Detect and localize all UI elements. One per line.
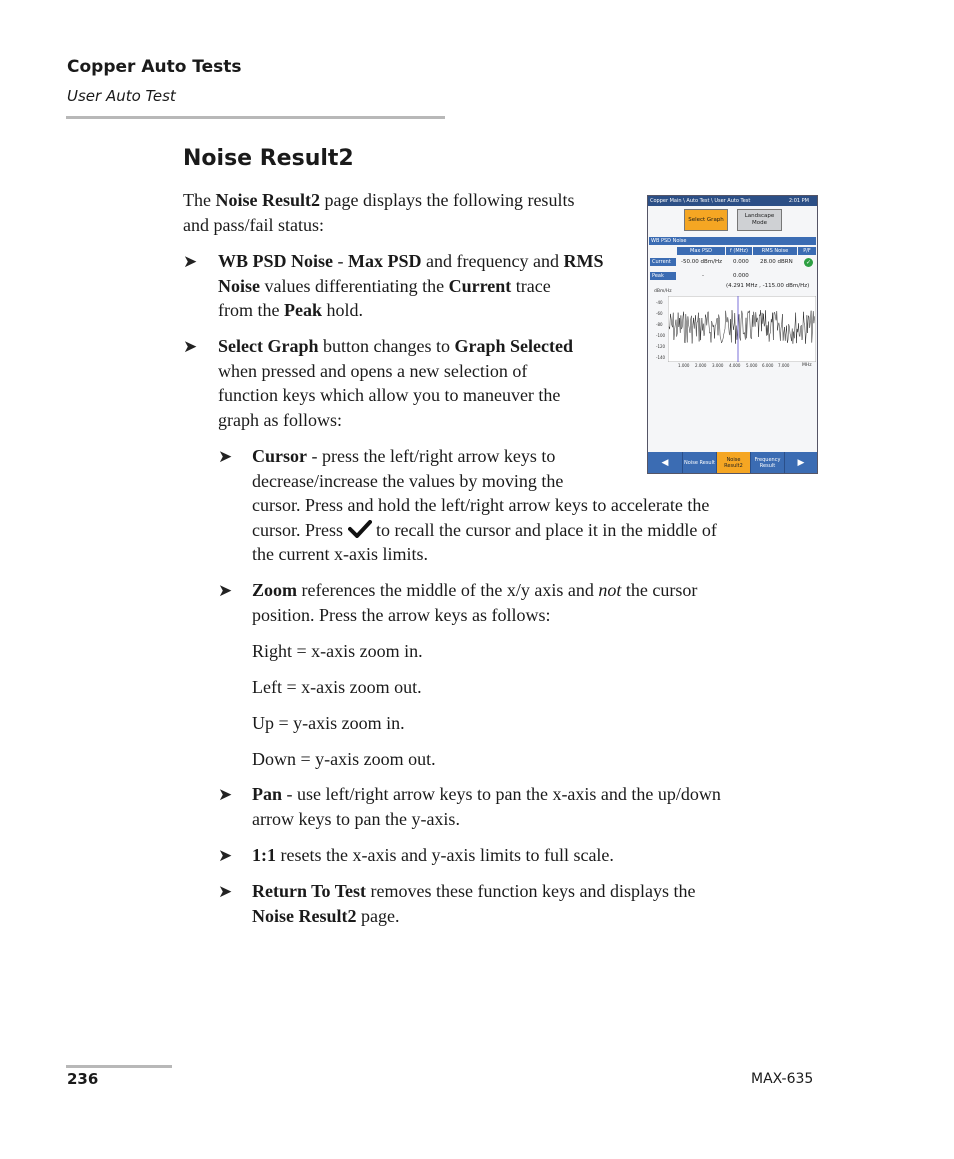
bullet-arrow-icon: ➤	[218, 581, 233, 600]
x-tick: 5.000	[746, 363, 758, 368]
y-tick: -40	[656, 300, 663, 305]
bullet-arrow-icon: ➤	[183, 337, 198, 356]
subbullet-cursor: Cursor - press the left/right arrow keys to decrease/increase the values by moving the cursor. Press and hold the left/right arrow keys to accelerate the cursor. Press to recall the cursor and place it in the middle of the current x-axis limits.	[252, 446, 717, 564]
col-pf: P/F	[798, 247, 816, 255]
x-tick: 7.000	[778, 363, 790, 368]
bullet-arrow-icon: ➤	[218, 785, 233, 804]
col-freq: f (MHz)	[726, 247, 752, 255]
x-tick: 3.000	[712, 363, 724, 368]
bullet-arrow-icon: ➤	[183, 252, 198, 271]
row-label-current: Current	[650, 258, 676, 266]
wb-psd-noise-header: WB PSD Noise	[649, 237, 816, 245]
chapter-title: Copper Auto Tests	[67, 57, 242, 77]
bullet-arrow-icon: ➤	[218, 447, 233, 466]
page-number: 236	[67, 1070, 99, 1088]
peak-max-psd: -	[702, 273, 704, 279]
col-max-psd: Max PSD	[677, 247, 725, 255]
y-axis-unit: dBm/Hz	[654, 289, 672, 294]
device-screenshot	[647, 195, 818, 474]
current-rms: 28.00 dBRN	[760, 259, 793, 265]
noise-result2-key[interactable]: Noise Result2	[716, 452, 750, 473]
row-label-peak: Peak	[650, 272, 676, 280]
left-arrow-icon[interactable]: ◀	[661, 457, 669, 468]
y-tick: -60	[656, 311, 663, 316]
footer-divider	[66, 1065, 172, 1068]
zoom-up: Up = y-axis zoom in.	[252, 713, 405, 733]
bullet-select-graph: Select Graph button changes to Graph Selected when pressed and opens a new selection of function keys which allow you to maneuver the graph as follows:	[218, 336, 573, 430]
product-model: MAX-635	[751, 1071, 814, 1087]
header-divider	[66, 116, 445, 119]
bullet-arrow-icon: ➤	[218, 846, 233, 865]
device-clock: 2:01 PM	[788, 198, 809, 204]
x-axis-unit: MHz	[802, 363, 812, 368]
noise-result-key[interactable]: Noise Result	[682, 452, 716, 473]
x-tick: 4.000	[729, 363, 741, 368]
x-tick: 6.000	[762, 363, 774, 368]
subbullet-1-1: 1:1 resets the x-axis and y-axis limits to full scale.	[252, 845, 614, 865]
y-tick: -120	[656, 344, 666, 349]
landscape-mode-button[interactable]: Landscape Mode	[737, 209, 782, 231]
x-tick: 2.000	[695, 363, 707, 368]
bullet-wb-psd-noise: WB PSD Noise - Max PSD and frequency and RMS Noise values differentiating the Current trace from the Peak hold.	[218, 251, 604, 320]
intro-paragraph: The Noise Result2 page displays the following results and pass/fail status:	[183, 190, 575, 235]
zoom-down: Down = y-axis zoom out.	[252, 749, 436, 769]
right-arrow-icon[interactable]: ▶	[784, 452, 817, 473]
checkmark-icon	[348, 520, 372, 538]
current-freq: 0.000	[733, 259, 749, 265]
current-max-psd: -50.00 dBm/Hz	[681, 259, 722, 265]
peak-freq: 0.000	[733, 273, 749, 279]
pass-check-icon: ✓	[805, 259, 812, 266]
device-breadcrumb: Copper Main \ Auto Test \ User Auto Test	[650, 198, 751, 204]
zoom-right: Right = x-axis zoom in.	[252, 641, 423, 661]
y-tick: -80	[656, 322, 663, 327]
x-tick: 1.000	[678, 363, 690, 368]
device-title-bar	[648, 196, 817, 206]
subbullet-return-to-test: Return To Test removes these function keys and displays the Noise Result2 page.	[252, 881, 696, 926]
noise-plot[interactable]	[668, 296, 816, 362]
subbullet-zoom: Zoom references the middle of the x/y axis and not the cursor position. Press the arrow keys as follows:	[252, 580, 698, 625]
y-tick: -140	[656, 355, 666, 360]
bullet-arrow-icon: ➤	[218, 882, 233, 901]
frequency-result-key[interactable]: Frequency Result	[750, 452, 784, 473]
chapter-subtitle: User Auto Test	[67, 87, 176, 105]
cursor-readout: (4.291 MHz , -115.00 dBm/Hz)	[726, 283, 810, 289]
y-tick: -100	[656, 333, 666, 338]
select-graph-button[interactable]: Select Graph	[684, 209, 728, 231]
subbullet-pan: Pan - use left/right arrow keys to pan the x-axis and the up/down arrow keys to pan the y-axis.	[252, 784, 721, 829]
section-title: Noise Result2	[183, 146, 354, 171]
col-rms-noise: RMS Noise	[753, 247, 797, 255]
function-key-bar	[648, 452, 817, 473]
zoom-left: Left = x-axis zoom out.	[252, 677, 422, 697]
